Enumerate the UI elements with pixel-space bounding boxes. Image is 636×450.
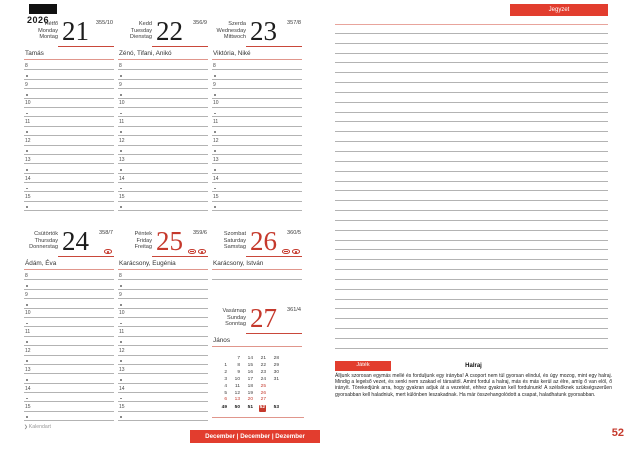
year-label: 2026 [27,15,50,25]
weekday-hu: Szombat [223,231,246,237]
game-section [335,361,612,398]
minical-day: 21 [260,356,266,361]
half-hour-tick [120,379,122,381]
minical-day: 19 [247,390,253,396]
half-hour-line [24,70,114,79]
minical-day: 12 [234,390,240,396]
weekday-de: Samstag [223,244,246,251]
notes-line [335,122,608,132]
minical-day: 30 [273,369,279,375]
minical-day: 5 [224,390,227,396]
minical-day [221,356,227,363]
notes-line [335,152,608,162]
weekday-en: Saturday [223,237,246,244]
half-hour-tick [120,94,122,96]
notes-line [335,339,608,349]
day-number: 27 [250,303,277,333]
minical-day [273,391,279,398]
weekday-names [118,21,152,41]
hour-line: 12 [118,346,208,355]
half-hour-line [24,280,114,289]
minical-day: 20 [247,397,253,403]
half-hour-tick [26,360,28,362]
half-hour-line [24,374,114,383]
half-hour-line [212,202,302,211]
weekday-hu: Péntek [134,231,152,237]
half-hour-line [118,374,208,383]
hour-line: 11 [24,327,114,336]
half-hour-tick [26,94,28,96]
notes-line [335,309,608,319]
half-hour-line [24,412,114,421]
day-of-year: 357/8 [287,20,301,26]
minical-day: 15 [247,362,253,368]
holiday-icon [188,249,196,254]
half-hour-tick [120,169,122,171]
weekday-de: Montag [39,34,58,41]
hour-grid [24,61,114,211]
month-bar: December | December | Dezember [190,430,320,443]
game-description: Álljunk szorosan egymás mellé és forduljunk egy irányba! A csoport nem túl gyorsan elindul, és úgy mozog, mint egy halraj. Mindig a legelső vezet, és senki nem szakad el társaitól. Amint fordul a halraj, más és más kerül az élre, amíg ő van elöl, ő irányít. Törekedjünk arra, hogy gyakran adjuk át a vezetést, ehhez gyakran kell fordulnunk! A szélsőknek szükségszerűen gyorsabban kell haladniuk, mert különben leszakadnak. Ha már összehangolódott a csapat, haladhatunk gyorsabban. [335,372,612,398]
hour-line: 13 [118,365,208,374]
half-hour-tick [214,150,216,152]
minical-week-number: 49 [221,405,227,411]
minical-day: 10 [234,376,240,382]
hour-line: 12 [118,136,208,145]
weekday-hu: Vasárnap [222,308,246,314]
minical-day [273,384,279,391]
nameday-label: Ádám, Éva [24,257,114,270]
weekday-de: Freitag [134,244,152,251]
half-hour-line [118,183,208,192]
nameday-label: Zénó, Tifani, Anikó [118,47,208,60]
notes-line [335,221,608,231]
notes-line [335,103,608,113]
weekday-en: Tuesday [130,27,152,34]
half-hour-tick [120,360,122,362]
half-hour-tick [26,379,28,381]
half-hour-line [118,202,208,211]
day-header [212,16,302,47]
brand-name: Kalendart [28,424,51,430]
minical-day: 25 [260,383,266,389]
half-hour-tick [120,304,122,306]
half-hour-tick [120,206,122,208]
weekday-hu: Szerda [228,21,246,27]
minical-day: 2 [224,369,227,375]
half-hour-tick [214,188,216,190]
hour-line: 14 [118,174,208,183]
day-header [118,226,208,257]
notes-line [335,231,608,241]
half-hour-line [118,393,208,402]
notes-line [335,162,608,172]
day-header [118,16,208,47]
weekday-de: Sonntag [225,321,246,328]
minical-day: 31 [273,376,279,382]
nameday-label: Viktória, Niké [212,47,302,60]
half-hour-tick [26,188,28,190]
half-hour-line [118,299,208,308]
weekday-hu: Hétfő [44,21,58,27]
notes-line [335,24,608,34]
nameday-label: Tamás [24,47,114,60]
writing-line [212,271,302,280]
half-hour-line [24,299,114,308]
half-hour-line [212,108,302,117]
day-header [24,16,114,47]
half-hour-line [24,393,114,402]
weekday-de: Donnerstag [29,244,58,251]
hour-line: 15 [118,402,208,411]
hour-line: 9 [24,80,114,89]
half-hour-line [118,146,208,155]
half-hour-line [118,318,208,327]
half-hour-tick [120,398,122,400]
day-block-24 [24,226,114,421]
notes-line [335,113,608,123]
half-hour-line [24,356,114,365]
half-hour-tick [214,75,216,77]
hour-line: 8 [24,271,114,280]
hour-line: 11 [118,117,208,126]
hour-line: 11 [118,327,208,336]
half-hour-line [212,146,302,155]
half-hour-line [24,89,114,98]
half-hour-tick [214,94,216,96]
half-hour-line [212,127,302,136]
day-number: 26 [250,226,277,256]
half-hour-line [212,183,302,192]
hour-line: 11 [212,117,302,126]
weekday-names [24,231,58,251]
notes-line [335,83,608,93]
weekday-names [212,308,246,328]
minical-day: 7 [237,356,240,361]
half-hour-tick [214,169,216,171]
half-hour-tick [26,304,28,306]
notes-line [335,290,608,300]
minical-day: 23 [260,369,266,375]
half-hour-tick [214,131,216,133]
day-number: 21 [62,16,89,46]
notes-header-badge: Jegyzet [510,4,608,16]
day-number: 23 [250,16,277,46]
notes-line [335,34,608,44]
hour-line: 15 [118,192,208,201]
hour-line: 10 [212,99,302,108]
hour-line: 15 [24,402,114,411]
brand-arrow-icon: ❯ [24,424,28,429]
hour-line: 9 [118,80,208,89]
minical-day: 4 [224,383,227,389]
minical-current-week: 52 [259,405,265,411]
hour-line: 11 [24,117,114,126]
hour-line: 15 [212,192,302,201]
weekday-en: Friday [136,237,152,244]
half-hour-line [118,164,208,173]
day-of-year: 358/7 [99,230,113,236]
notes-line [335,63,608,73]
notes-line [335,172,608,182]
half-hour-line [118,108,208,117]
minical-day: 3 [224,376,227,382]
hour-line: 8 [118,271,208,280]
half-hour-tick [26,416,28,418]
notes-line [335,280,608,290]
half-hour-tick [26,150,28,152]
minical-day: 9 [237,369,240,375]
half-hour-line [24,127,114,136]
nameday-label: Karácsony, Eugénia [118,257,208,270]
minical-day: 26 [260,390,266,396]
half-hour-tick [120,188,122,190]
notes-line [335,211,608,221]
half-hour-tick [26,341,28,343]
half-hour-tick [26,398,28,400]
hour-line: 9 [118,290,208,299]
nameday-label: Karácsony, István [212,257,302,270]
minical-day: 6 [224,397,227,403]
half-hour-tick [26,285,28,287]
hour-line: 12 [24,346,114,355]
notes-line [335,250,608,260]
hour-line: 13 [24,365,114,374]
mini-calendar-rule [212,417,304,418]
day-number: 25 [156,226,183,256]
minical-day: 1 [224,362,227,368]
hour-line: 8 [212,61,302,70]
day-of-year: 361/4 [287,307,301,313]
hour-line: 13 [212,155,302,164]
hour-line: 10 [24,99,114,108]
hour-grid [212,61,302,211]
half-hour-line [212,89,302,98]
half-hour-line [24,164,114,173]
half-hour-line [118,89,208,98]
weekday-names [24,21,58,41]
minical-day: 18 [247,383,253,389]
notes-lines [335,24,608,349]
day-block-21 [24,16,114,211]
weekday-de: Dienstag [129,34,152,41]
mini-calendar [214,356,300,412]
hour-line: 10 [118,99,208,108]
weekday-hu: Csütörtök [34,231,58,237]
hour-line: 14 [118,384,208,393]
minical-day [273,397,279,404]
hour-line: 8 [24,61,114,70]
half-hour-tick [26,169,28,171]
day-header [212,303,302,334]
half-hour-line [118,356,208,365]
half-hour-line [24,146,114,155]
day-number: 24 [62,226,89,256]
moon-icon [292,249,300,254]
minical-day: 17 [247,376,253,382]
weekday-names [212,21,246,41]
day-header [212,226,302,257]
day-block-25 [118,226,208,421]
day-number: 22 [156,16,183,46]
half-hour-line [118,127,208,136]
hour-line: 15 [24,192,114,201]
minical-week-number: 51 [247,405,253,411]
half-hour-tick [120,113,122,115]
game-badge: Játék [335,361,391,371]
hour-grid [118,61,208,211]
half-hour-line [118,412,208,421]
notes-line [335,182,608,192]
hour-grid [118,271,208,421]
weekday-names [118,231,152,251]
half-hour-line [24,318,114,327]
half-hour-tick [120,416,122,418]
day-of-year: 359/6 [193,230,207,236]
hour-grid [24,271,114,421]
moon-icon [104,249,112,254]
half-hour-line [118,337,208,346]
notes-line [335,300,608,310]
half-hour-tick [120,341,122,343]
minical-day: 14 [247,356,253,361]
half-hour-tick [26,323,28,325]
weekday-en: Sunday [227,314,246,321]
half-hour-line [212,70,302,79]
half-hour-line [24,183,114,192]
page-number: 52 [611,427,624,439]
year-tab [29,4,57,14]
nameday-label: János [212,334,302,347]
notes-line [335,201,608,211]
notes-line [335,142,608,152]
notes-line [335,260,608,270]
notes-line [335,93,608,103]
half-hour-line [118,70,208,79]
half-hour-tick [120,150,122,152]
minical-day: 24 [260,376,266,382]
minical-day: 22 [260,362,266,368]
half-hour-line [118,280,208,289]
half-hour-tick [26,131,28,133]
minical-day: 13 [234,397,240,403]
day-block-23 [212,16,302,211]
notes-line [335,319,608,329]
day-of-year: 356/9 [193,20,207,26]
hour-line: 13 [24,155,114,164]
day-block-26 [212,226,302,280]
hour-line: 12 [24,136,114,145]
half-hour-line [212,164,302,173]
hour-line: 8 [118,61,208,70]
day-block-22 [118,16,208,211]
holiday-icon [282,249,290,254]
hour-line: 14 [24,384,114,393]
brand-logo [24,424,51,430]
half-hour-line [24,108,114,117]
day-block-27 [212,303,302,347]
hour-line: 14 [212,174,302,183]
minical-day: 16 [247,369,253,375]
day-header [24,226,114,257]
game-title: Halraj [465,362,482,369]
day-of-year: 360/5 [287,230,301,236]
weekday-en: Thursday [34,237,58,244]
notes-line [335,132,608,142]
hour-line: 13 [118,155,208,164]
hour-line: 10 [118,309,208,318]
notes-line [335,191,608,201]
notes-line [335,241,608,251]
hour-line: 10 [24,309,114,318]
minical-day: 11 [235,383,240,389]
half-hour-tick [26,75,28,77]
weekday-en: Monday [38,27,58,34]
half-hour-tick [120,323,122,325]
half-hour-tick [214,206,216,208]
minical-day: 28 [273,356,279,361]
half-hour-line [24,202,114,211]
half-hour-tick [120,75,122,77]
half-hour-line [24,337,114,346]
minical-week-number: 53 [273,405,279,411]
hour-line: 14 [24,174,114,183]
notes-line [335,44,608,54]
hour-line: 9 [24,290,114,299]
notes-line [335,270,608,280]
half-hour-tick [120,131,122,133]
notes-line [335,54,608,64]
half-hour-tick [214,113,216,115]
writing-lines [212,271,302,280]
weekday-hu: Kedd [138,21,152,27]
moon-icon [198,249,206,254]
minical-day: 8 [237,362,240,368]
minical-week-number: 50 [234,405,240,411]
weekday-en: Wednesday [216,27,246,34]
weekday-names [212,231,246,251]
hour-line: 9 [212,80,302,89]
half-hour-tick [26,113,28,115]
hour-line: 12 [212,136,302,145]
notes-line [335,329,608,339]
notes-line [335,73,608,83]
weekday-de: Mittwoch [223,34,246,41]
half-hour-tick [120,285,122,287]
half-hour-tick [26,206,28,208]
minical-day: 27 [260,397,266,403]
day-of-year: 355/10 [95,20,113,26]
minical-day: 29 [273,362,279,368]
